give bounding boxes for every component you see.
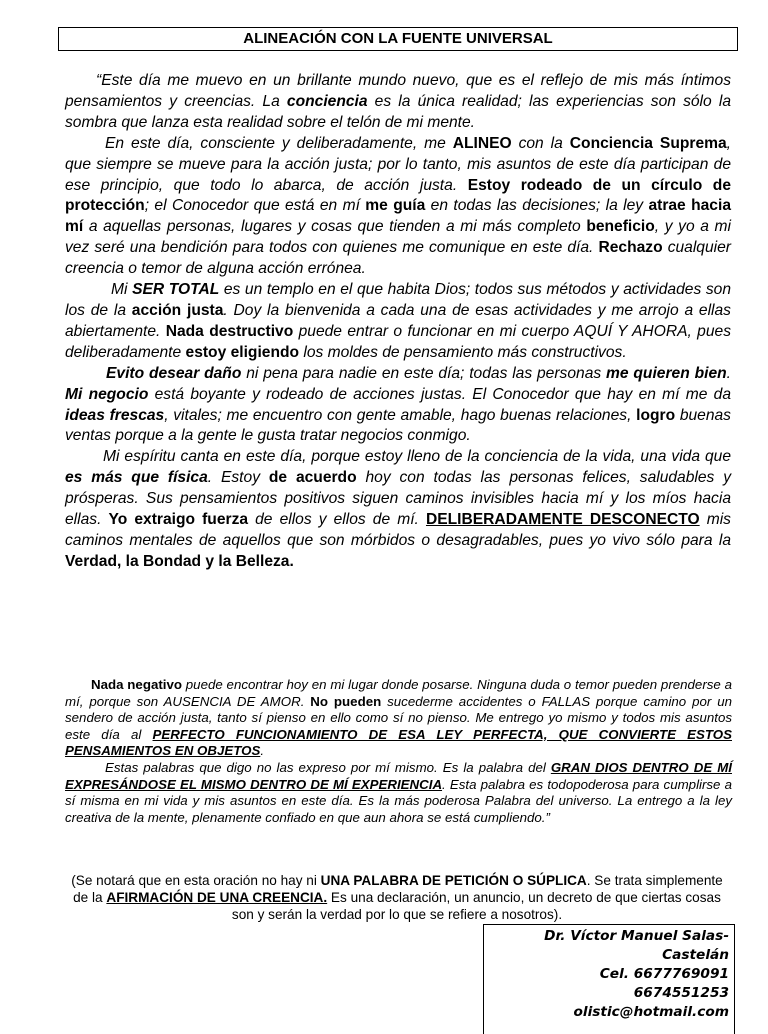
bold-phrase: SER TOTAL: [132, 281, 220, 299]
email: olistic@hotmail.com: [573, 1004, 729, 1020]
bold-phrase: Nada destructivo: [165, 322, 294, 340]
phone-2: 6674551253: [633, 985, 729, 1001]
bold-phrase: Rechazo: [598, 239, 663, 257]
signature-box: [483, 924, 735, 1034]
bold-phrase: Yo extraigo fuerza: [108, 511, 249, 529]
bold-phrase: ALINEO: [452, 134, 512, 152]
bold-phrase: Nada negativo: [91, 677, 182, 692]
affirmation-closing: [65, 677, 732, 826]
bold-phrase: acción justa: [131, 301, 224, 319]
bold-phrase: de acuerdo: [268, 469, 357, 487]
bold-phrase: me guía: [365, 197, 426, 215]
bold-phrase: es más que física: [65, 469, 208, 487]
bold-phrase: atrae hacia mí: [65, 197, 731, 236]
underlined-phrase: AFIRMACIÓN DE UNA CREENCIA.: [106, 890, 328, 905]
document-title: ALINEACIÓN CON LA FUENTE UNIVERSAL: [58, 27, 738, 51]
paragraph-1: “Este día me muevo en un brillante mundo nuevo, que es el reflejo de mis más íntimos pensamientos y creencias. La conciencia es la única realidad; las experiencias son sólo la sombra que lanza esta realidad sobre el telón de mi mente.: [65, 72, 731, 131]
bold-phrase: estoy eligiendo: [185, 343, 300, 361]
explanatory-note: (Se notará que en esta oración no hay ni UNA PALABRA DE PETICIÓN O SÚPLICA. Se trata simplemente de la AFIRMACIÓN DE UNA CREENCIA. Es una declaración, un anuncio, un decreto de que ciertas cosas son y serán la verdad por lo que se refiere a nosotros).: [71, 873, 723, 922]
bold-phrase: ideas frescas: [65, 406, 165, 424]
bold-phrase: beneficio: [586, 218, 655, 236]
paragraph-5: Mi espíritu canta en este día, porque estoy lleno de la conciencia de la vida, una vida que es más que física. Estoy de acuerdo hoy con todas las personas felices, saludables y prósperas. Sus pensamientos positivos siguen caminos invisibles hacia mí y los míos hacia ellas. Yo extraigo fuerza de ellos y ellos de mí. DELIBERADAMENTE DESCONECTO mis caminos mentales de aquellos que son mórbidos o desagradables, pues yo vivo sólo para la Verdad, la Bondad y la Belleza.: [65, 448, 731, 570]
underlined-phrase: DELIBERADAMENTE DESCONECTO: [425, 511, 700, 529]
bold-phrase: Evito desear daño: [106, 364, 242, 382]
author-name: Dr. Víctor Manuel Salas-: [544, 928, 729, 944]
bold-phrase: me quieren bien: [606, 364, 727, 382]
paragraph-4: Evito desear daño ni pena para nadie en este día; todas las personas me quieren bien. Mi negocio está boyante y rodeado de acciones justas. El Conocedor que hay en mí me da ideas frescas, vitales; me encuentro con gente amable, hago buenas relaciones, logro buenas ventas porque a la gente le gusta tratar negocios conmigo.: [65, 364, 732, 445]
bold-phrase: Conciencia Suprema: [569, 134, 727, 152]
bold-phrase: Verdad, la Bondad y la Belleza.: [65, 552, 294, 570]
paragraph-6: Nada negativo puede encontrar hoy en mi lugar donde posarse. Ninguna duda o temor pueden prenderse a mí, porque son AUSENCIA DE AMOR. No pueden sucederme accidentes o FALLAS porque camino por un sendero de acción justa, tanto sí pienso en ello como sí no pienso. Me entrego yo mismo y todos mis asuntos este día al PERFECTO FUNCIONAMIENTO DE ESA LEY PERFECTA, QUE CONVIERTE ESTOS PENSAMIENTOS EN OBJETOS.: [65, 677, 733, 759]
bold-phrase: Mi negocio: [65, 385, 149, 403]
bold-phrase: UNA PALABRA DE PETICIÓN O SÚPLICA: [320, 873, 587, 888]
bold-phrase: Estoy rodeado de un círculo de protección: [65, 176, 732, 215]
underlined-phrase: PERFECTO FUNCIONAMIENTO DE ESA LEY PERFECTA, QUE CONVIERTE ESTOS PENSAMIENTOS EN OBJETOS: [65, 726, 732, 759]
paragraph-3: Mi SER TOTAL es un templo en el que habita Dios; todos sus métodos y actividades son los de la acción justa. Doy la bienvenida a cada una de esas actividades y me arrojo a ellas abiertamente. Nada destructivo puede entrar o funcionar en mi cuerpo AQUÍ Y AHORA, pues deliberadamente estoy eligiendo los moldes de pensamiento más constructivos.: [65, 281, 731, 361]
paragraph-2: En este día, consciente y deliberadamente, me ALINEO con la Conciencia Suprema, que siempre se mueve para la acción justa; por lo tanto, mis asuntos de este día participan de ese principio, que todo lo abarca, de acción justa. Estoy rodeado de un círculo de protección; el Conocedor que está en mí me guía en todas las decisiones; la ley atrae hacia mí a aquellas personas, lugares y cosas que tienden a mi más completo beneficio, y yo a mi vez seré una bendición para todos con quienes me comunique en este día. Rechazo cualquier creencia o temor de alguna acción errónea.: [65, 134, 732, 278]
affirmation-body: [65, 71, 731, 573]
bold-phrase: logro: [636, 406, 676, 424]
author-surname: Castelán: [662, 947, 729, 963]
underlined-phrase: GRAN DIOS DENTRO DE MÍ EXPRESÁNDOSE EL MISMO DENTRO DE MÍ EXPERIENCIA: [65, 759, 732, 792]
cell-phone: Cel. 6677769091: [599, 966, 729, 982]
bold-phrase: No pueden: [310, 693, 382, 709]
paragraph-7: Estas palabras que digo no las expreso por mí mismo. Es la palabra del GRAN DIOS DENTRO DE MÍ EXPRESÁNDOSE EL MISMO DENTRO DE MÍ EXPERIENCIA. Esta palabra es todopoderosa para cumplirse a sí misma en mi vida y mis asuntos en este día. Es la más poderosa Palabra del universo. La entrego a la ley creativa de la mente, plenamente confiado en que aun ahora se está cumpliendo.”: [65, 759, 732, 825]
bold-phrase: conciencia: [286, 92, 368, 110]
